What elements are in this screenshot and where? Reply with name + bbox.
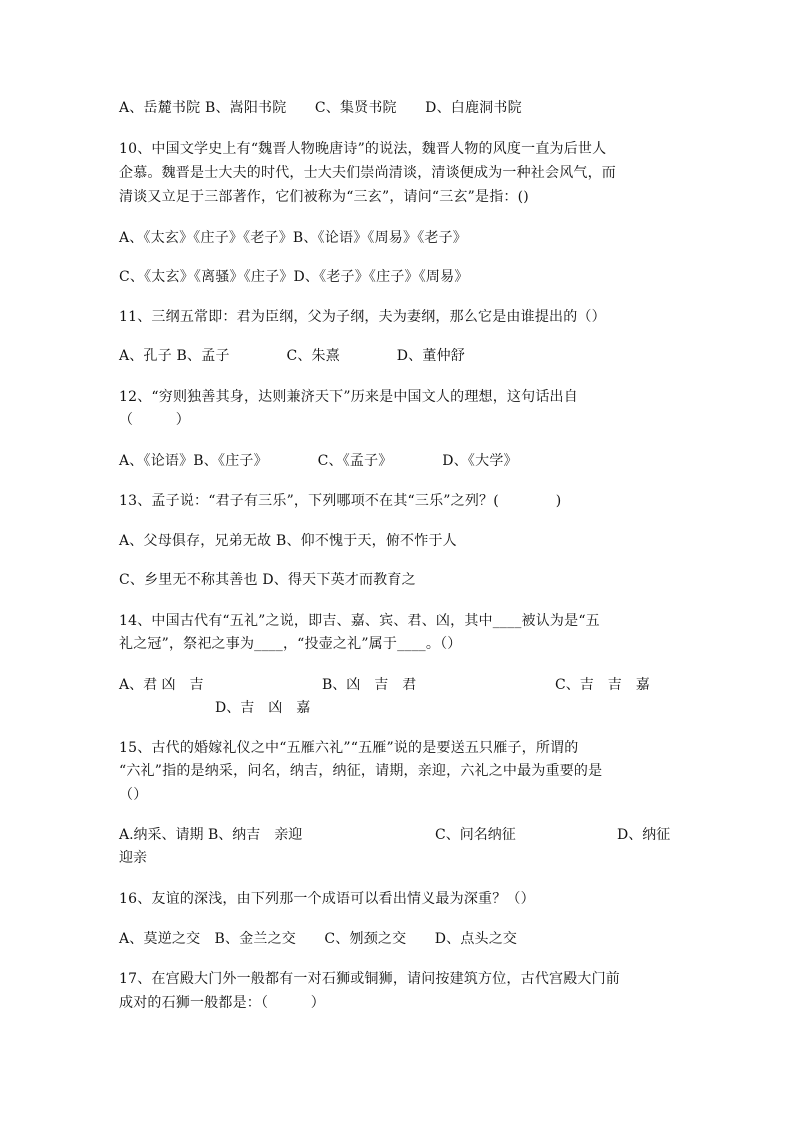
q17-stem-line1: 17、在宫殿大门外一般都有一对石狮或铜狮，请问按建筑方位，古代宫殿大门前 xyxy=(119,971,621,987)
q12-stem-line2: （ ） xyxy=(119,412,190,428)
q15-stem-line2: “六礼”指的是纳采，问名，纳吉，纳征，请期，亲迎，六礼之中最为重要的是 xyxy=(119,763,603,779)
q15-option-d: D、纳征 xyxy=(617,827,671,843)
q15-option-d-cont: 迎亲 xyxy=(119,850,147,866)
q14-option-a: A、君 凶 吉 xyxy=(119,677,204,693)
q12-stem-line1: 12、“穷则独善其身，达则兼济天下”历来是中国文人的理想，这句话出自 xyxy=(119,389,578,405)
q11-options: A、孔子 B、孟子 C、朱熹 D、董仲舒 xyxy=(119,348,465,364)
q9-options: A、岳麓书院 B、嵩阳书院 C、集贤书院 D、白鹿洞书院 xyxy=(119,100,522,116)
q10-stem-line2: 企慕。魏晋是士大夫的时代，士大夫们崇尚清谈，清谈便成为一种社会风气，而 xyxy=(119,165,616,181)
q15-option-c: C、问名纳征 xyxy=(435,827,516,843)
q16-options: A、莫逆之交 B、金兰之交 C、刎颈之交 D、点头之交 xyxy=(119,931,518,947)
q14-option-b: B、凶 吉 君 xyxy=(322,677,417,693)
q15-stem-line1: 15、古代的婚嫁礼仪之中“五雁六礼”“五雁”说的是要送五只雁子，所谓的 xyxy=(119,740,579,756)
q15-stem-line3: （） xyxy=(119,787,148,803)
q10-options-1: A、《太玄》《庄子》《老子》B、《论语》《周易》《老子》 xyxy=(119,230,467,246)
q14-stem-line2: 礼之冠”，祭祀之事为____，“投壶之礼”属于____。（） xyxy=(119,636,462,652)
q13-options-2: C、乡里无不称其善也 D、得天下英才而教育之 xyxy=(119,572,416,588)
q14-stem-line1: 14、中国古代有“五礼”之说，即吉、嘉、宾、君、凶，其中____被认为是“五 xyxy=(119,613,600,629)
q16-stem: 16、友谊的深浅，由下列那一个成语可以看出情义最为深重？（） xyxy=(119,891,535,907)
q11-stem: 11、三纲五常即：君为臣纲，父为子纲，夫为妻纲，那么它是由谁提出的（） xyxy=(119,309,606,325)
q10-stem-line3: 清谈又立足于三部著作，它们被称为“三玄”，请问“三玄”是指：() xyxy=(119,189,529,205)
q15-option-ab: A.纳采、请期 B、纳吉 亲迎 xyxy=(119,827,303,843)
q13-options-1: A、父母俱存，兄弟无故 B、仰不愧于天，俯不怍于人 xyxy=(119,533,457,549)
q13-stem: 13、孟子说：“君子有三乐”，下列哪项不在其“三乐”之列？( ) xyxy=(119,493,562,509)
q10-options-2: C、《太玄》《离骚》《庄子》D、《老子》《庄子》《周易》 xyxy=(119,269,469,285)
q17-stem-line2: 成对的石狮一般都是：（ ） xyxy=(119,995,325,1011)
q12-options: A、《论语》B、《庄子》 C、《孟子》 D、《大学》 xyxy=(119,453,518,469)
q10-stem-line1: 10、中国文学史上有“魏晋人物晚唐诗”的说法，魏晋人物的风度一直为后世人 xyxy=(119,141,607,157)
q14-option-c: C、吉 吉 嘉 xyxy=(555,677,650,693)
q14-option-d: D、吉 凶 嘉 xyxy=(215,700,311,716)
